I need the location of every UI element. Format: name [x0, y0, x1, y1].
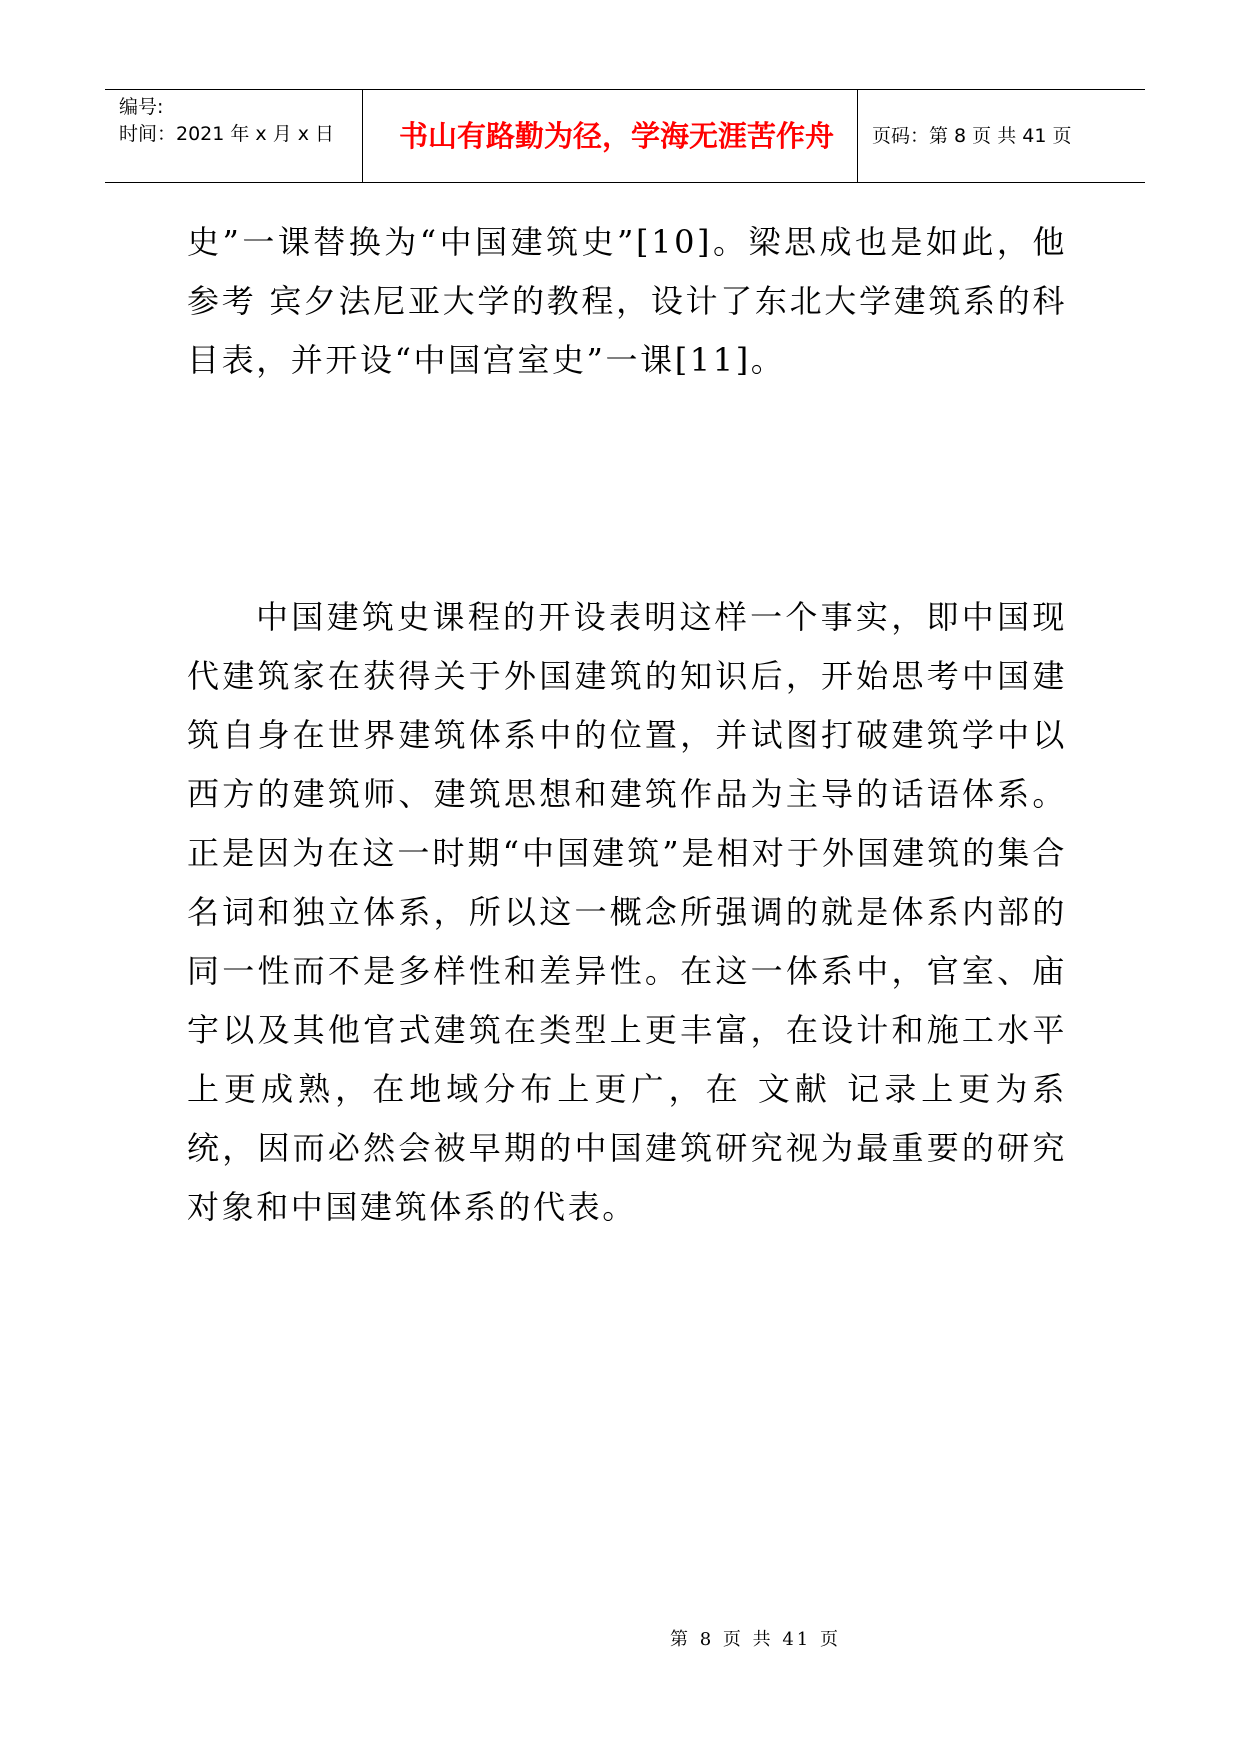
header-divider-left: [362, 90, 363, 182]
header-divider-right: [857, 90, 858, 182]
page-footer: 第 8 页 共 41 页: [670, 1629, 841, 1650]
body-paragraph-1: 史”一课替换为“中国建筑史”[10]。梁思成也是如此，他参考 宾夕法尼亚大学的教程，设计了东北大学建筑系的科目表，并开设“中国宫室史”一课[11]。: [187, 223, 1067, 379]
document-number-label: 编号:: [119, 96, 164, 118]
header-meta: [119, 94, 369, 148]
body-paragraph-2: 中国建筑史课程的开设表明这样一个事实，即中国现代建筑家在获得关于外国建筑的知识后，开始思考中国建筑自身在世界建筑体系中的位置，并试图打破建筑学中以西方的建筑师、建筑思想和建筑作品为主导的话语体系。正是因为在这一时期“中国建筑”是相对于外国建筑的集合名词和独立体系，所以这一概念所强调的就是体系内部的同一性而不是多样性和差异性。在这一体系中，官室、庙宇以及其他官式建筑在类型上更丰富，在设计和施工水平上更成熟，在地域分布上更广，在 文献 记录上更为系统，因而必然会被早期的中国建筑研究视为最重要的研究对象和中国建筑体系的代表。: [187, 598, 1067, 1226]
header-motto: 书山有路勤为径，学海无涯苦作舟: [398, 119, 834, 153]
header-page-number: 页码：第 8 页 共 41 页: [872, 125, 1072, 147]
document-body: [187, 213, 1067, 1237]
page-header: [105, 89, 1145, 183]
document-time-label: 时间：2021 年 x 月 x 日: [119, 123, 335, 145]
